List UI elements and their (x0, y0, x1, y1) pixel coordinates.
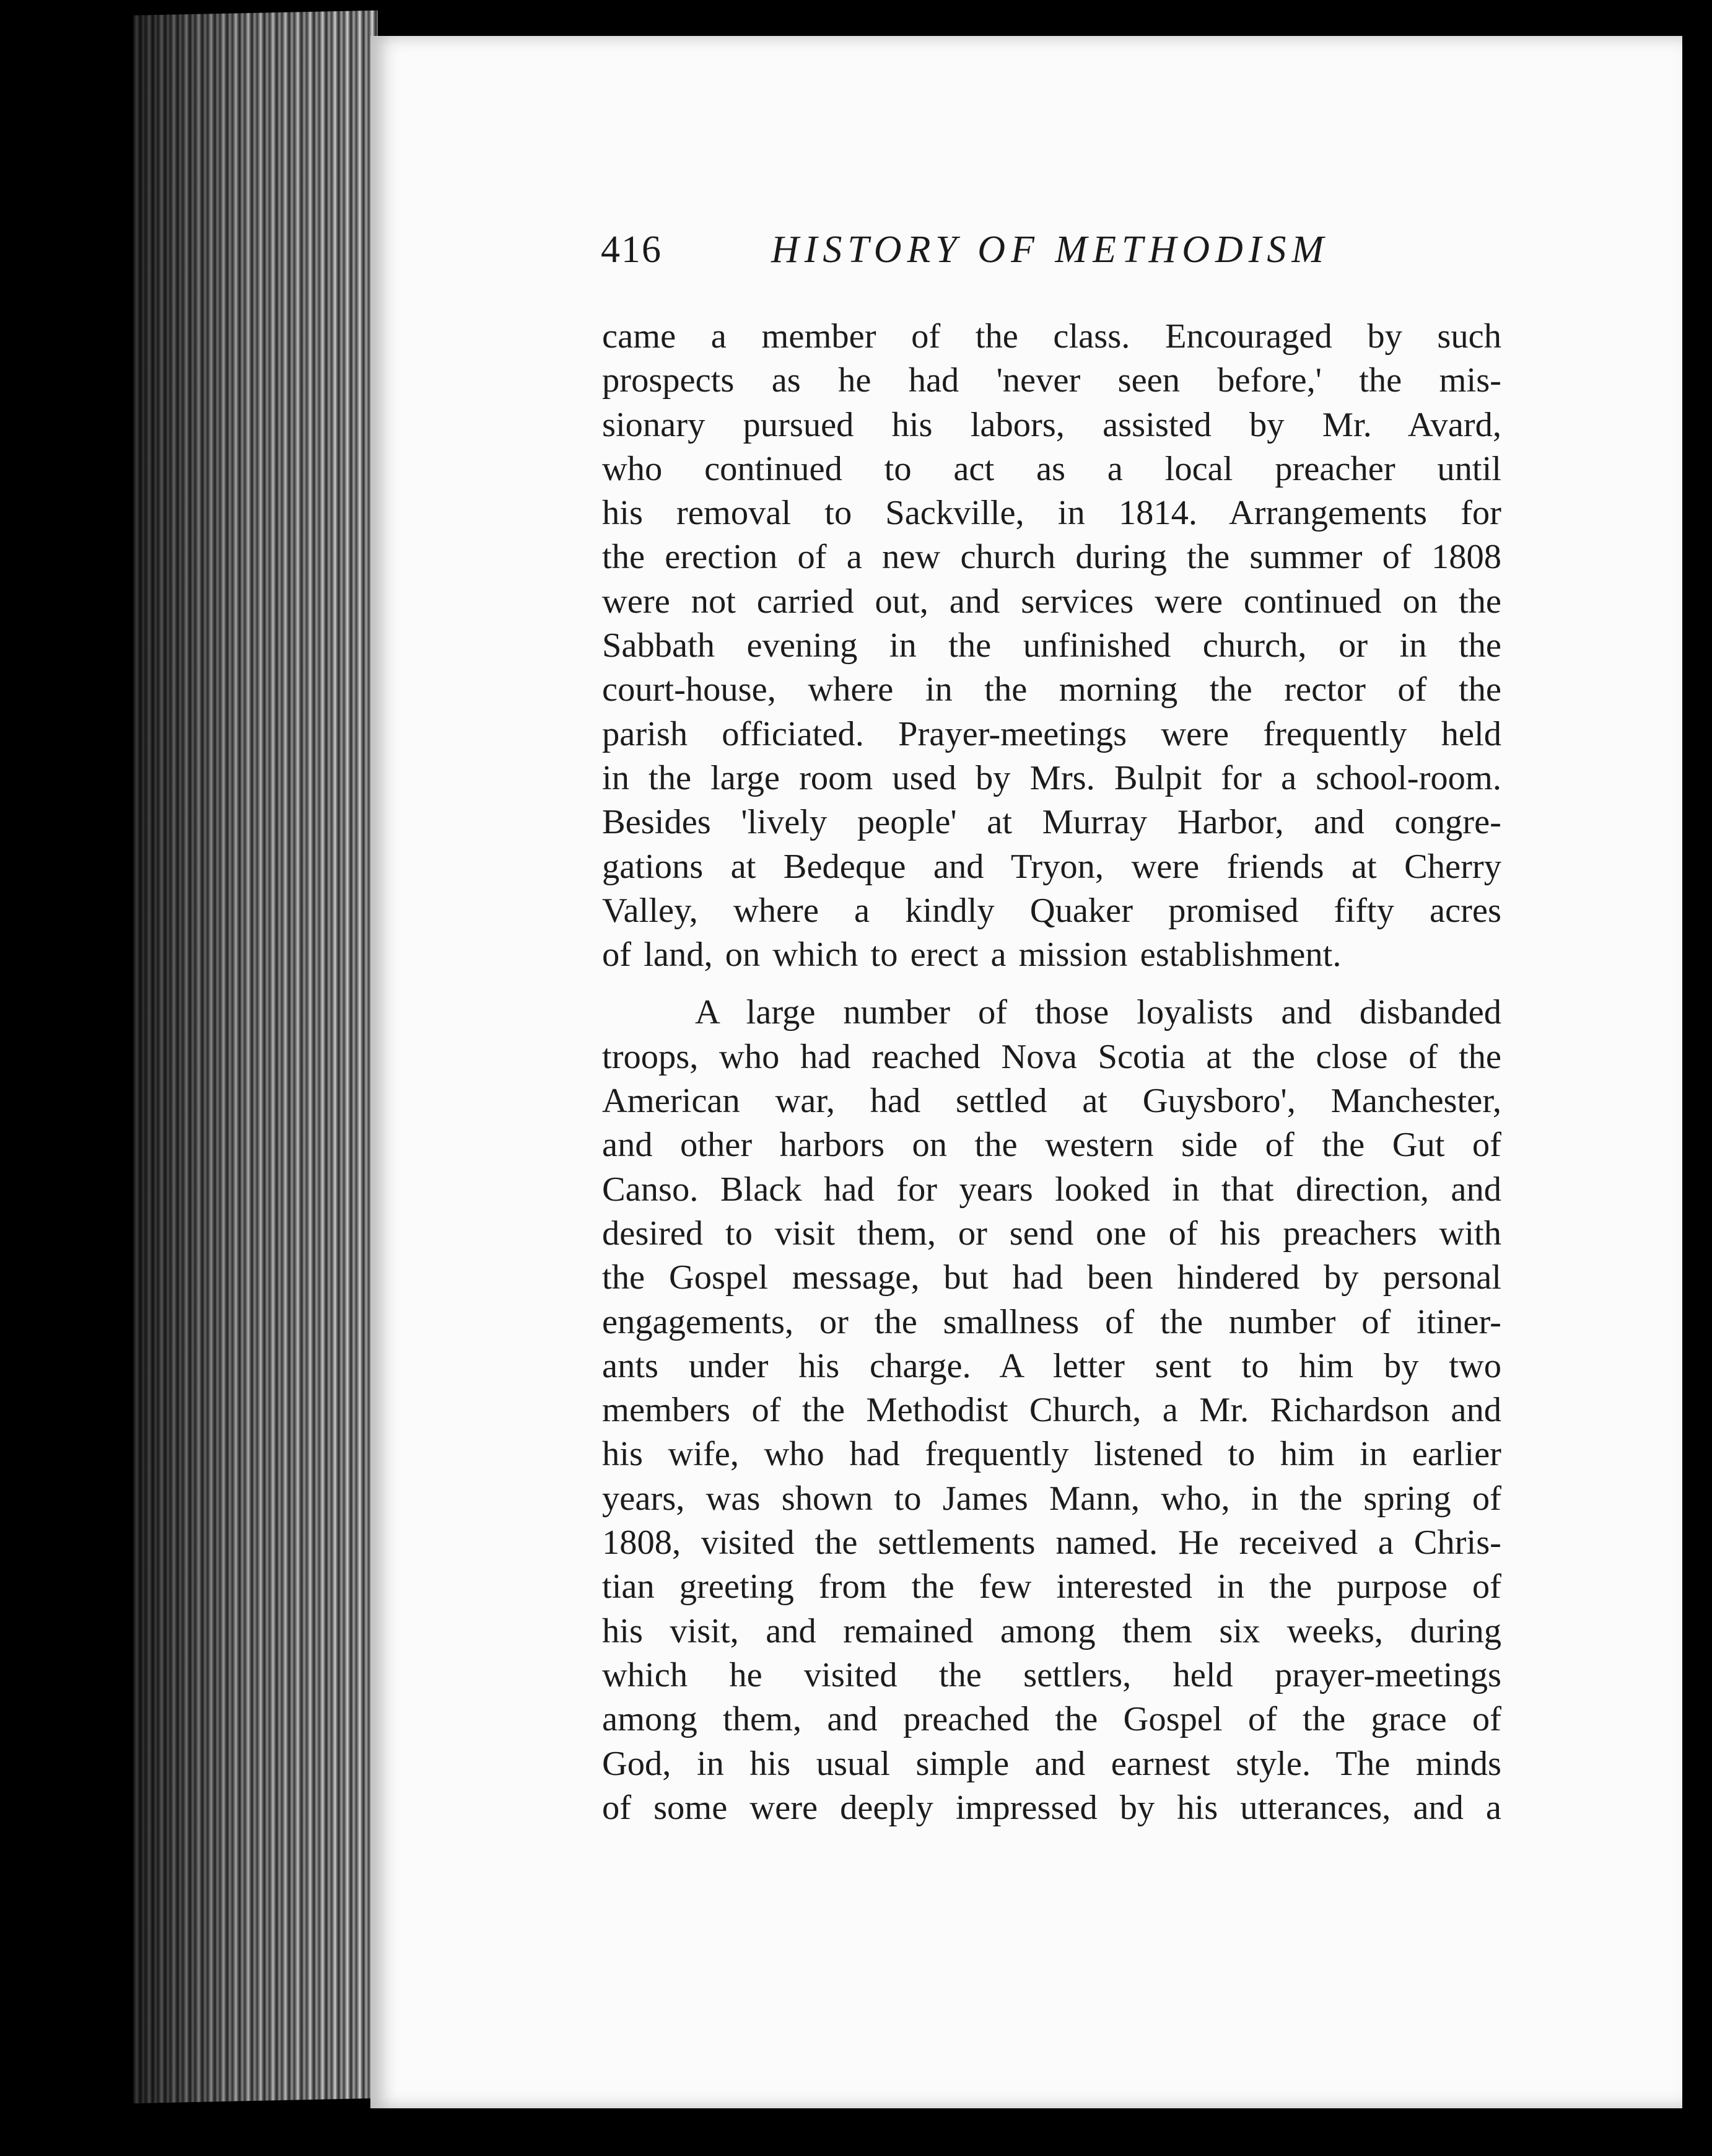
text-line: his visit, and remained among them six weeks, during (602, 1611, 1501, 1650)
text-line: parish officiated. Prayer-meetings were frequently held (602, 714, 1501, 753)
text-line: desired to visit them, or send one of his preachers with (602, 1214, 1501, 1253)
text-line: his wife, who had frequently listened to him in earlier (602, 1435, 1501, 1474)
text-line: Canso. Black had for years looked in that direction, and (602, 1170, 1501, 1209)
text-line: Besides 'lively people' at Murray Harbor, and congre- (602, 803, 1501, 842)
page-edges-shadow (133, 11, 378, 2103)
page-header (601, 228, 1344, 284)
text-line: A large number of those loyalists and disbanded (695, 993, 1501, 1032)
paragraph-gap (602, 977, 1501, 991)
text-line: in the large room used by Mrs. Bulpit for a school-room. (602, 758, 1501, 797)
running-head: HISTORY OF METHODISM (771, 229, 1330, 271)
text-line: engagements, or the smallness of the number of itiner- (602, 1302, 1501, 1341)
paragraph (602, 991, 1501, 1830)
text-line: the erection of a new church during the summer of 1808 (602, 538, 1501, 577)
text-line: the Gospel message, but had been hindered by personal (602, 1258, 1501, 1297)
text-line: among them, and preached the Gospel of the grace of (602, 1700, 1501, 1739)
text-line: his removal to Sackville, in 1814. Arrangements for (602, 494, 1501, 533)
text-line: were not carried out, and services were continued on the (602, 582, 1501, 621)
text-line: gations at Bedeque and Tryon, were friends at Cherry (602, 847, 1501, 886)
text-line: 1808, visited the settlements named. He received a Chris- (602, 1523, 1501, 1562)
text-line: court-house, where in the morning the rector of the (602, 670, 1501, 709)
text-line: of land, on which to erect a mission establishment. (602, 936, 1342, 975)
text-line: sionary pursued his labors, assisted by Mr. Avard, (602, 405, 1501, 444)
text-line: prospects as he had 'never seen before,' the mis- (602, 361, 1501, 400)
text-line: God, in his usual simple and earnest style. The minds (602, 1744, 1501, 1783)
text-line: tian greeting from the few interested in the purpose of (602, 1567, 1501, 1606)
paragraph (602, 315, 1501, 977)
text-line: ants under his charge. A letter sent to him by two (602, 1346, 1501, 1385)
text-line: came a member of the class. Encouraged by such (602, 317, 1501, 356)
text-line: who continued to act as a local preacher until (602, 449, 1501, 488)
text-line: members of the Methodist Church, a Mr. Richardson and (602, 1391, 1501, 1430)
page-number: 416 (601, 229, 662, 271)
right-border (1684, 105, 1712, 2091)
text-line: and other harbors on the western side of the Gut of (602, 1126, 1501, 1165)
text-line: American war, had settled at Guysboro', Manchester, (602, 1082, 1501, 1121)
text-line: of some were deeply impressed by his utterances, and a (602, 1788, 1501, 1827)
text-line: which he visited the settlers, held prayer-meetings (602, 1655, 1501, 1694)
body-text (602, 315, 1501, 1830)
text-line: troops, who had reached Nova Scotia at the close of the (602, 1037, 1501, 1076)
text-line: years, was shown to James Mann, who, in the spring of (602, 1479, 1501, 1518)
text-line: Sabbath evening in the unfinished church, or in the (602, 626, 1501, 665)
text-line: Valley, where a kindly Quaker promised fifty acres (602, 891, 1501, 930)
